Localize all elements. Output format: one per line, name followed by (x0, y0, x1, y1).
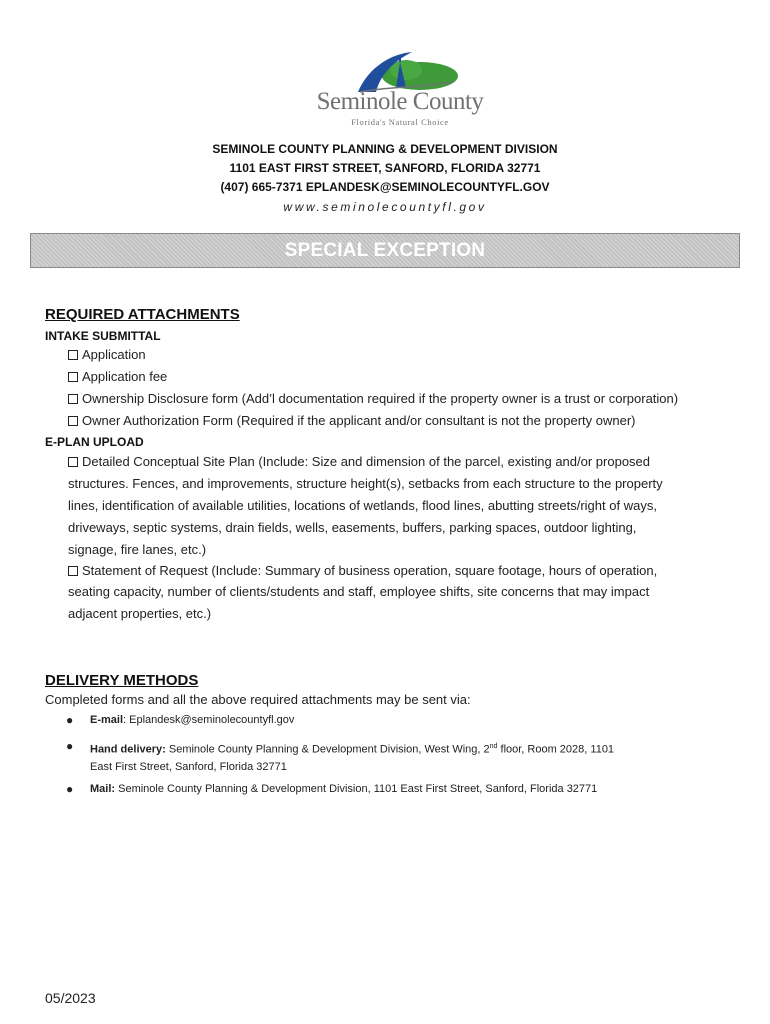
checklist-item-label: Application (82, 347, 146, 362)
checkbox[interactable] (68, 457, 78, 467)
bullet-icon: ● (66, 782, 74, 796)
delivery-hand-text-post: floor, Room 2028, 1101 (497, 743, 615, 756)
checkbox[interactable] (68, 416, 78, 426)
checklist-item-label: Owner Authorization Form (Required if the applicant and/or consultant is not the property owner) (82, 413, 636, 428)
delivery-email-label: E-mail (90, 714, 124, 726)
checklist-item-label: Ownership Disclosure form (Add’l documentation required if the property owner is a trust or corporation) (82, 391, 679, 406)
checklist-item-owner-authorization (68, 410, 636, 432)
form-title-banner (30, 233, 740, 268)
bullet-icon: ● (66, 739, 74, 753)
statement-line: seating capacity, number of clients/students and staff, employee shifts, site concerns that may impact (68, 584, 650, 599)
delivery-methods-heading: DELIVERY METHODS (45, 672, 199, 689)
statement-line: adjacent properties, etc.) (68, 606, 212, 621)
logo-name: Seminole County (316, 88, 484, 115)
division-header (0, 140, 770, 217)
required-attachments-heading: REQUIRED ATTACHMENTS (45, 306, 240, 323)
delivery-intro: Completed forms and all the above required attachments may be sent via: (45, 692, 471, 707)
site-plan-line: lines, identification of available utilities, locations of wetlands, flood lines, abutting streets/right of ways, (68, 498, 657, 513)
delivery-email-text: : Eplandesk@seminolecountyfl.gov (123, 714, 295, 726)
checklist-item-statement-of-request (68, 560, 657, 582)
delivery-hand-line2: East First Street, Sanford, Florida 32771 (90, 760, 287, 773)
intake-submittal-heading: INTAKE SUBMITTAL (45, 329, 161, 343)
site-plan-line: structures. Fences, and improvements, structure height(s), setbacks from each structure to the property (68, 476, 663, 491)
checklist-item-label: Application fee (82, 369, 168, 384)
delivery-mail-label: Mail: (90, 783, 116, 795)
checklist-item-label: Detailed Conceptual Site Plan (Include: Size and dimension of the parcel, existing and/or proposed (82, 454, 651, 469)
delivery-mail-text: Seminole County Planning & Development Division, 1101 East First Street, Sanford, Florida 32771 (115, 783, 598, 795)
delivery-hand-sup: nd (489, 743, 498, 750)
county-logo (300, 48, 500, 132)
checkbox[interactable] (68, 350, 78, 360)
eplan-upload-heading: E-PLAN UPLOAD (45, 435, 144, 449)
bullet-icon: ● (66, 713, 74, 727)
checklist-item-label: Statement of Request (Include: Summary of business operation, square footage, hours of operation, (82, 563, 658, 578)
checklist-item-application (68, 344, 146, 366)
header-address: 1101 EAST FIRST STREET, SANFORD, FLORIDA 32771 (229, 161, 541, 175)
checklist-item-site-plan (68, 451, 650, 473)
header-division: SEMINOLE COUNTY PLANNING & DEVELOPMENT DIVISION (212, 142, 558, 156)
checkbox[interactable] (68, 394, 78, 404)
site-plan-line: driveways, septic systems, drain fields, wells, easements, buffers, parking spaces, outdoor lighting, (68, 520, 637, 535)
checklist-item-ownership-disclosure (68, 388, 678, 410)
checkbox[interactable] (68, 566, 78, 576)
site-plan-line: signage, fire lanes, etc.) (68, 542, 207, 557)
delivery-hand-label: Hand delivery: (90, 743, 166, 756)
header-contact: (407) 665-7371 EPLANDESK@SEMINOLECOUNTYFL.GOV (220, 180, 550, 194)
checkbox[interactable] (68, 372, 78, 382)
logo-tagline: Florida's Natural Choice (351, 117, 449, 127)
form-title: SPECIAL EXCEPTION (284, 239, 486, 261)
checklist-item-application-fee (68, 366, 167, 388)
header-website: www.seminolecountyfl.gov (283, 200, 487, 214)
delivery-hand-text: Seminole County Planning & Development Division, West Wing, 2 (165, 743, 490, 756)
revision-date: 05/2023 (45, 990, 96, 1006)
